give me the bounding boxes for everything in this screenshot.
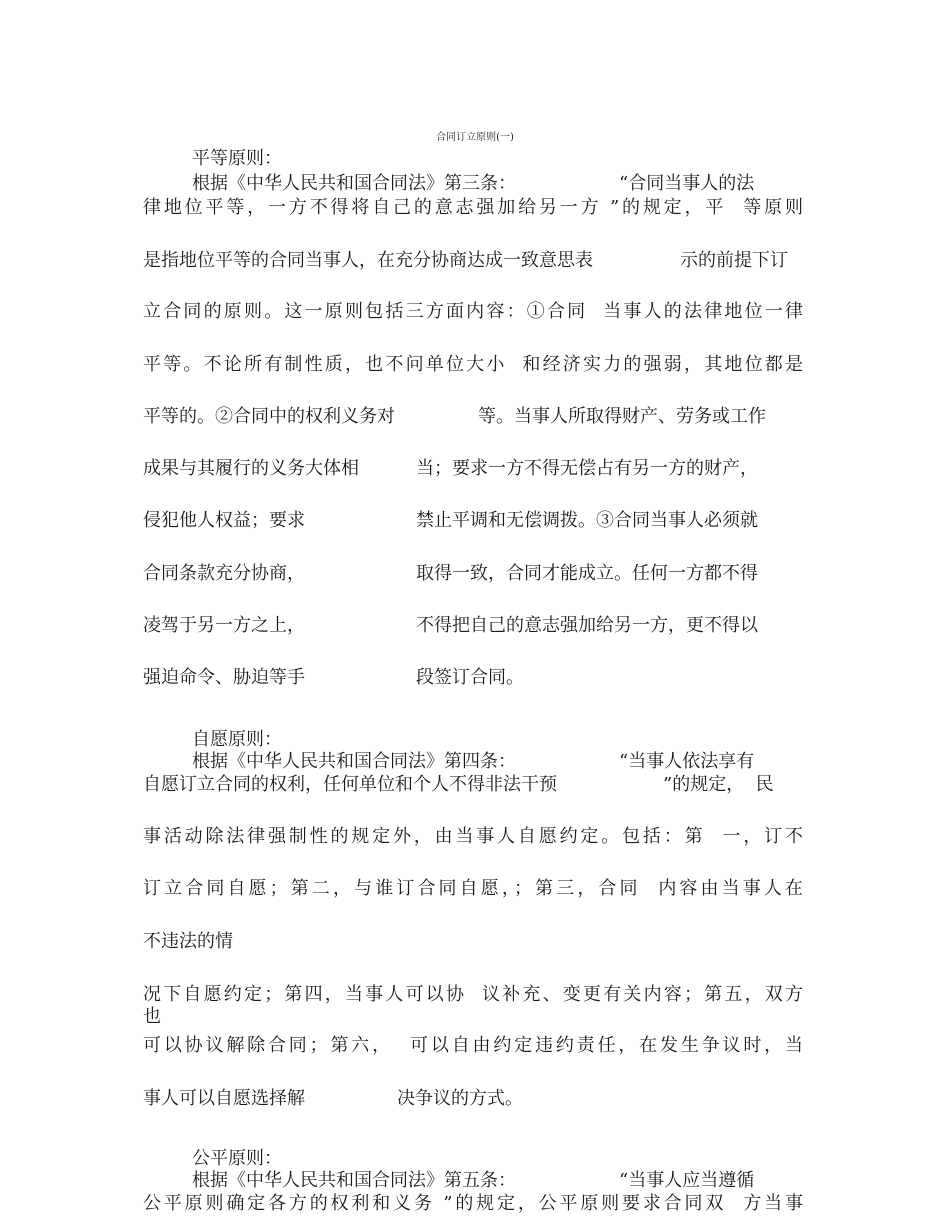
paragraph-line: 是指地位平等的合同当事人，在充分协商达成一致意思表 — [143, 250, 593, 271]
paragraph-line: 根据《中华人民共和国合同法》第三条： — [192, 173, 516, 194]
paragraph-line: 示的前提下订 — [680, 250, 788, 271]
paragraph-line: 成果与其履行的义务大体相 — [143, 458, 359, 479]
paragraph-line: 不得把自己的意志强加给另一方，更不得以 — [416, 615, 758, 636]
paragraph-line: 根据《中华人民共和国合同法》第五条： — [192, 1170, 516, 1191]
paragraph-line: 自愿订立合同的权利，任何单位和个人不得非法干预 — [143, 774, 557, 795]
paragraph-line: 可以协议解除合同；第六， 可以自由约定违约责任，在发生争议时，当 — [143, 1035, 803, 1056]
paragraph-line: 公平原则确定各方的权利和义务 ”的规定，公平原则要求合同双 方当事 — [143, 1193, 803, 1214]
paragraph-line: 决争议的方式。 — [397, 1088, 523, 1109]
paragraph-line: 事活动除法律强制性的规定外，由当事人自愿约定。包括：第 一，订不 — [143, 826, 803, 847]
paragraph-line: ”的规定， 民 — [663, 774, 774, 795]
paragraph-line: 禁止平调和无偿调拨。③合同当事人必须就 — [416, 510, 758, 531]
paragraph-line: 订立合同自愿；第二，与谁订合同自愿，；第三，合同 内容由当事人在 — [143, 878, 803, 899]
section-heading-fairness: 公平原则： — [192, 1148, 282, 1169]
paragraph-line: 不违法的情 — [143, 931, 233, 952]
paragraph-line: “当事人应当遵循 — [619, 1170, 755, 1191]
section-heading-voluntariness: 自愿原则： — [192, 729, 282, 750]
paragraph-line: 况下自愿约定；第四，当事人可以协 议补充、变更有关内容；第五，双方 — [143, 984, 803, 1005]
paragraph-line: 侵犯他人权益；要求 — [143, 510, 305, 531]
paragraph-line: 律地位平等，一方不得将自己的意志强加给另一方 ”的规定，平 等原则 — [143, 197, 803, 218]
paragraph-line: 根据《中华人民共和国合同法》第四条： — [192, 751, 516, 772]
paragraph-line: 平等。不论所有制性质，也不问单位大小 和经济实力的强弱，其地位都是 — [143, 354, 803, 375]
paragraph-line: 段签订合同。 — [416, 667, 524, 688]
paragraph-line: 取得一致，合同才能成立。任何一方都不得 — [416, 563, 758, 584]
paragraph-line: 强迫命令、胁迫等手 — [143, 667, 305, 688]
paragraph-line: 立合同的原则。这一原则包括三方面内容：①合同 当事人的法律地位一律 — [143, 301, 803, 322]
paragraph-line: “当事人依法享有 — [619, 751, 755, 772]
paragraph-line: 合同条款充分协商， — [143, 563, 305, 584]
paragraph-line: 也 — [143, 1006, 161, 1027]
paragraph-line: 当；要求一方不得无偿占有另一方的财产， — [416, 458, 758, 479]
paragraph-line: 凌驾于另一方之上， — [143, 615, 305, 636]
document-title: 合同订立原则(一) — [436, 132, 514, 143]
paragraph-line: 等。当事人所取得财产、劳务或工作 — [478, 406, 766, 427]
paragraph-line: “合同当事人的法 — [619, 173, 755, 194]
section-heading-equality: 平等原则： — [192, 148, 282, 169]
paragraph-line: 平等的。②合同中的权利义务对 — [143, 406, 395, 427]
paragraph-line: 事人可以自愿选择解 — [143, 1088, 305, 1109]
